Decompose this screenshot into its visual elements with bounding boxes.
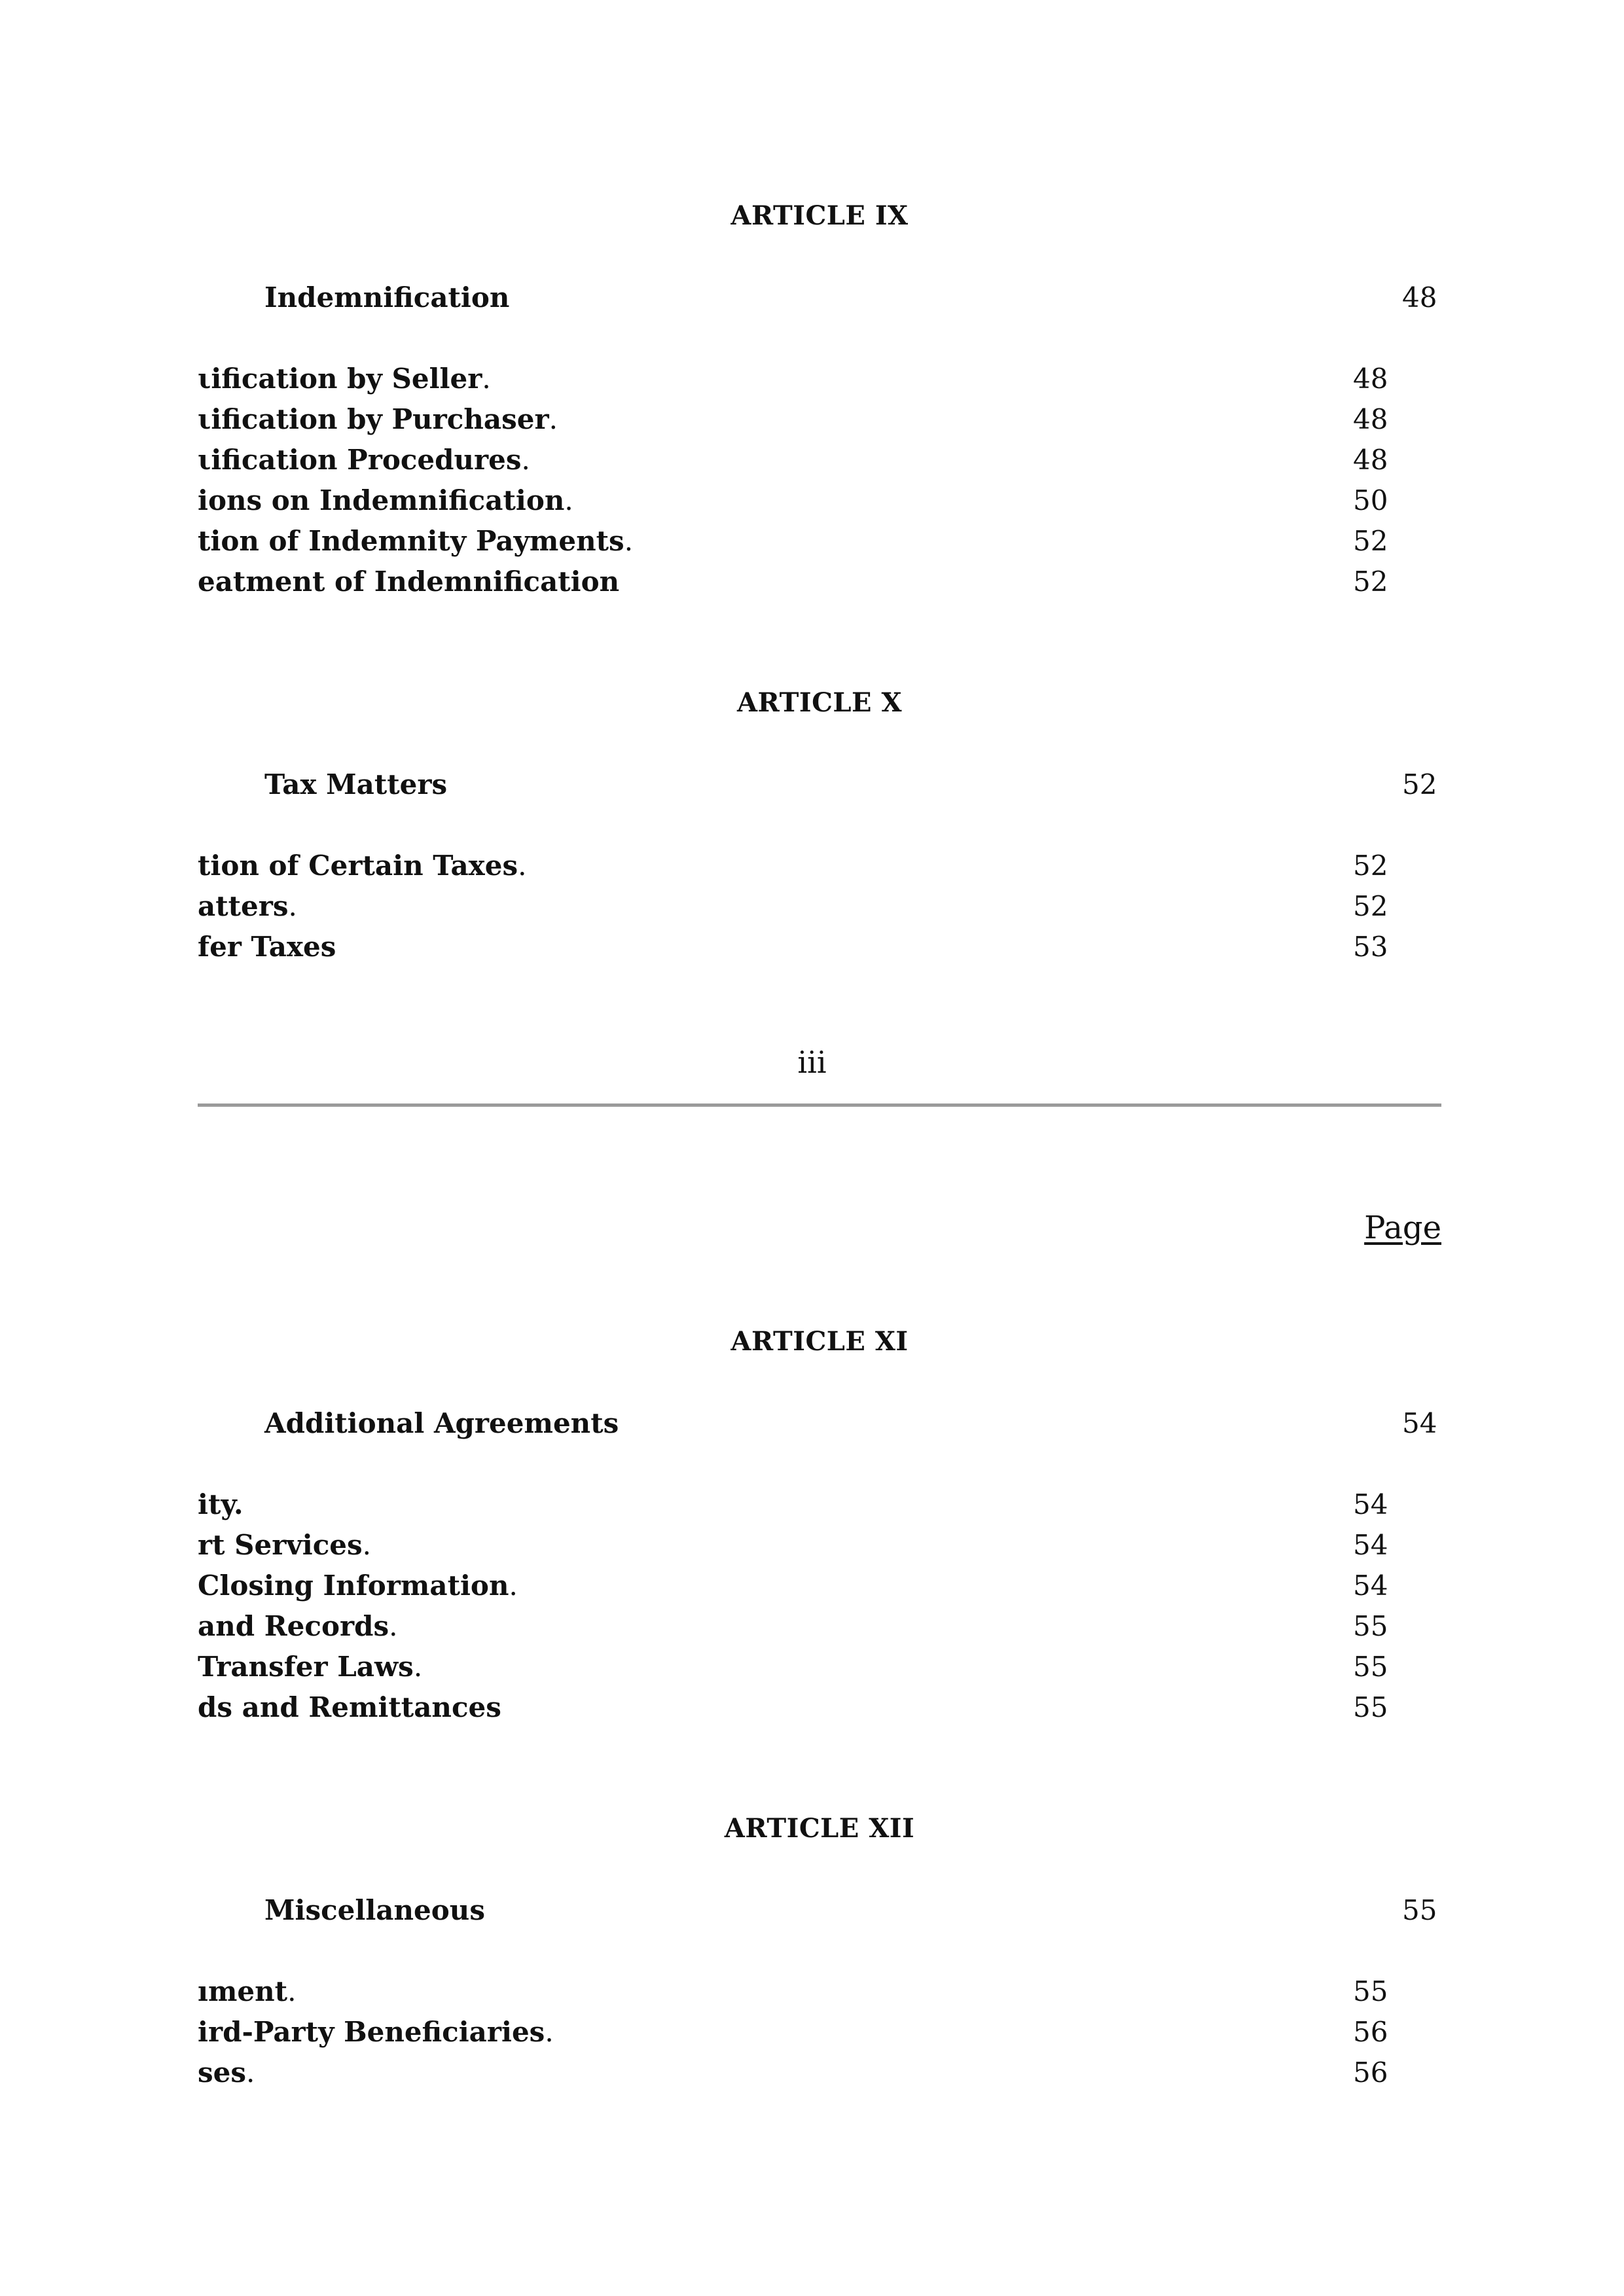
toc-entry-page: 56 [1353,2056,1388,2089]
toc-entry [198,1687,1441,1728]
toc-entry-page: 54 [1353,1529,1388,1561]
toc-entry-page: 54 [1353,1488,1388,1520]
toc-entry-page: 48 [1353,363,1388,395]
toc-entry-title: ses. [198,2056,255,2089]
toc-entry-title: fer Taxes [198,931,336,963]
toc-entry-title: atters. [198,890,297,922]
toc-entry-title: ιification Procedures. [198,444,530,476]
toc-entry-title: rt Services. [198,1529,371,1561]
toc-entry-page: 54 [1353,1570,1388,1602]
article-heading: ARTICLE X [737,687,902,718]
toc-entry-title: ions on Indemnification. [198,484,573,516]
toc-entry-page: 55 [1353,1651,1388,1683]
toc-entry-title: eatment of Indemnification [198,565,620,598]
toc-entry [198,1484,1441,1525]
page-divider [198,1103,1441,1107]
toc-entry [198,1647,1441,1687]
article-page-number: 48 [1402,281,1437,314]
article-page-number: 54 [1402,1407,1437,1439]
toc-entry-page: 50 [1353,484,1388,516]
article-heading: ARTICLE XI [731,1326,909,1357]
page-column-label: Page [1364,1210,1441,1246]
toc-entry-page: 52 [1353,565,1388,598]
toc-entry-page: 53 [1353,931,1388,963]
article-page-number: 52 [1402,768,1437,800]
toc-entry-title: ity. [198,1488,244,1520]
toc-entry [198,1971,1441,2012]
article-heading: ARTICLE XII [724,1813,915,1844]
toc-entry [198,1525,1441,1566]
toc-entry [198,2012,1441,2053]
toc-entry [198,399,1441,440]
toc-entry-page: 55 [1353,1975,1388,2007]
toc-entry [198,886,1441,927]
toc-entry-page: 52 [1353,890,1388,922]
toc-entry [198,521,1441,562]
toc-entry-title: ιification by Purchaser. [198,403,558,435]
toc-entry [198,846,1441,886]
toc-entry [198,1566,1441,1606]
page-number: iii [797,1045,827,1080]
toc-entry-page: 55 [1353,1610,1388,1642]
toc-entry-page: 52 [1353,850,1388,882]
toc-page-next [198,1113,1441,2296]
toc-entry-title: ιification by Seller. [198,363,491,395]
toc-entry-page: 52 [1353,525,1388,557]
article-title: Indemnification [264,281,510,314]
toc-entry [198,927,1441,967]
toc-entry-page: 48 [1353,403,1388,435]
toc-entry-title: ıment. [198,1975,297,2007]
toc-entry-title: and Records. [198,1610,398,1642]
toc-entry-title: ds and Remittances [198,1691,501,1723]
toc-entry [198,1606,1441,1647]
toc-entry-title: ird-Party Beneficiaries. [198,2016,554,2048]
article-title: Additional Agreements [264,1407,619,1439]
article-title: Tax Matters [264,768,448,800]
toc-entry [198,480,1441,521]
toc-entry-page: 56 [1353,2016,1388,2048]
toc-entry [198,562,1441,602]
article-page-number: 55 [1402,1894,1437,1926]
article-title: Miscellaneous [264,1894,485,1926]
toc-entry-title: Closing Information. [198,1570,518,1602]
toc-entry [198,359,1441,399]
toc-entry-title: tion of Certain Taxes. [198,850,527,882]
toc-entry [198,440,1441,480]
toc-entry-page: 55 [1353,1691,1388,1723]
toc-entry-title: tion of Indemnity Payments. [198,525,634,557]
article-heading: ARTICLE IX [731,200,909,231]
toc-entry [198,2053,1441,2093]
toc-entry-page: 48 [1353,444,1388,476]
toc-page-iii [198,0,1441,1106]
toc-entry-title: Transfer Laws. [198,1651,423,1683]
